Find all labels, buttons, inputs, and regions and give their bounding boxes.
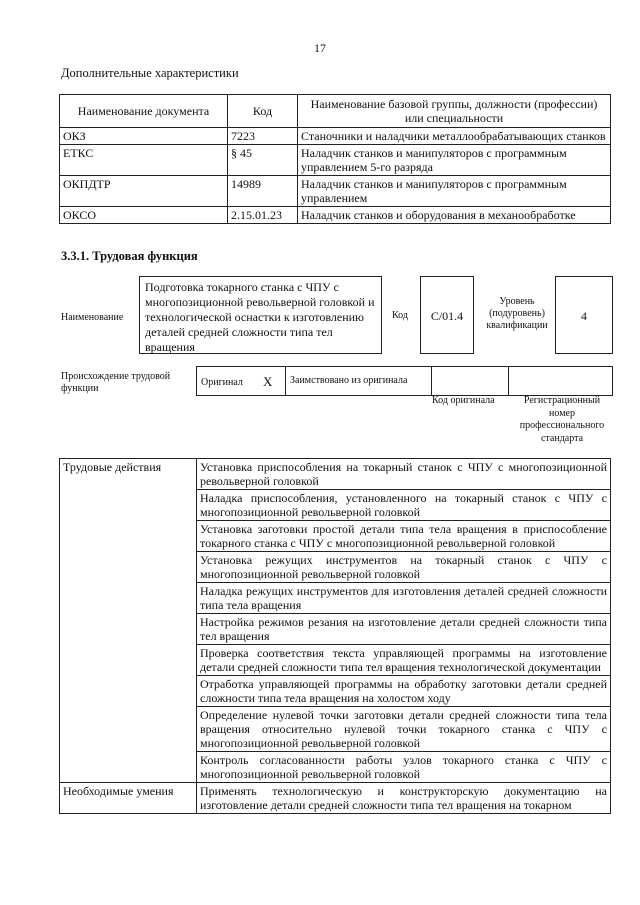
function-code-box: C/01.4 bbox=[420, 276, 474, 354]
labor-action: Настройка режимов резания на изготовление детали средней сложности типа тел вращения bbox=[197, 614, 611, 645]
cell-code: 14989 bbox=[228, 176, 298, 207]
table-header-row bbox=[60, 95, 611, 128]
cell-doc: ОКЗ bbox=[60, 128, 228, 145]
table-row bbox=[60, 459, 611, 490]
cell-code: 2.15.01.23 bbox=[228, 207, 298, 224]
labor-functions-table bbox=[59, 458, 611, 814]
skills-label: Необходимые умения bbox=[60, 783, 197, 814]
divider bbox=[285, 366, 286, 396]
reg-number-label: Регистрационный номер профессионального стандарта bbox=[519, 395, 605, 444]
section-title: Дополнительные характеристики bbox=[61, 66, 239, 80]
labor-action: Определение нулевой точки заготовки детали средней сложности типа тела вращения относительно нулевой точки токарного станка с ЧПУ с многопозиционной револьверной головкой bbox=[197, 707, 611, 752]
labor-action: Наладка режущих инструментов для изготовления деталей средней сложности типа тела вращения bbox=[197, 583, 611, 614]
cell-name: Наладчик станков и оборудования в механообработке bbox=[298, 207, 611, 224]
code-original-label: Код оригинала bbox=[432, 395, 495, 406]
labor-actions-label: Трудовые действия bbox=[60, 459, 197, 783]
cell-doc: ОКСО bbox=[60, 207, 228, 224]
header-group-name: Наименование базовой группы, должности (профессии) или специальности bbox=[298, 95, 611, 128]
origin-label: Происхождение трудовой функции bbox=[61, 371, 171, 394]
labor-action: Установка заготовки простой детали типа тела вращения в приспособление токарного станка с ЧПУ с многопозиционной револьверной головкой bbox=[197, 521, 611, 552]
divider bbox=[508, 366, 509, 396]
cell-name: Наладчик станков и манипуляторов с программным управлением bbox=[298, 176, 611, 207]
header-code: Код bbox=[228, 95, 298, 128]
cell-name: Станочники и наладчики металлообрабатывающих станков bbox=[298, 128, 611, 145]
divider bbox=[431, 366, 432, 396]
cell-doc: ЕТКС bbox=[60, 145, 228, 176]
function-heading: 3.3.1. Трудовая функция bbox=[61, 249, 198, 263]
cell-doc: ОКПДТР bbox=[60, 176, 228, 207]
skill-item: Применять технологическую и конструкторскую документацию на изготовление детали средней сложности типа тел вращения на токарном bbox=[197, 783, 611, 814]
cell-code: 7223 bbox=[228, 128, 298, 145]
labor-action: Наладка приспособления, установленного на токарный станок с ЧПУ с многопозиционной револьверной головкой bbox=[197, 490, 611, 521]
table-row bbox=[60, 207, 611, 224]
table-row bbox=[60, 176, 611, 207]
labor-action: Отработка управляющей программы на обработку заготовки детали средней сложности типа тела вращения на холостом ходу bbox=[197, 676, 611, 707]
labor-action: Проверка соответствия текста управляющей программы на изготовление детали средней сложности типа тел вращения технологической документации bbox=[197, 645, 611, 676]
cell-name: Наладчик станков и манипуляторов с программным управлением 5-го разряда bbox=[298, 145, 611, 176]
table-row bbox=[60, 783, 611, 814]
function-name-box: Подготовка токарного станка с ЧПУ с многопозиционной револьверной головкой и технологической оснастки к изготовлению деталей средней сложности типа тел вращения bbox=[139, 276, 382, 354]
level-label: Уровень (подуровень) квалификации bbox=[486, 296, 548, 331]
labor-action: Установка приспособления на токарный станок с ЧПУ с многопозиционной револьверной головкой bbox=[197, 459, 611, 490]
labor-action: Контроль согласованности работы узлов токарного станка с ЧПУ с многопозиционной револьверной головкой bbox=[197, 752, 611, 783]
table-row bbox=[60, 128, 611, 145]
labor-action: Установка режущих инструментов на токарный станок с ЧПУ с многопозиционной револьверной головкой bbox=[197, 552, 611, 583]
page-number: 17 bbox=[314, 41, 326, 55]
header-document-name: Наименование документа bbox=[60, 95, 228, 128]
original-label: Оригинал bbox=[201, 377, 243, 388]
table-row bbox=[60, 145, 611, 176]
code-label: Код bbox=[392, 310, 408, 321]
level-value-box: 4 bbox=[555, 276, 613, 354]
borrowed-label: Заимствовано из оригинала bbox=[290, 375, 408, 386]
cell-code: § 45 bbox=[228, 145, 298, 176]
additional-characteristics-table bbox=[59, 94, 611, 224]
name-label: Наименование bbox=[61, 312, 124, 323]
original-mark: X bbox=[263, 374, 273, 389]
